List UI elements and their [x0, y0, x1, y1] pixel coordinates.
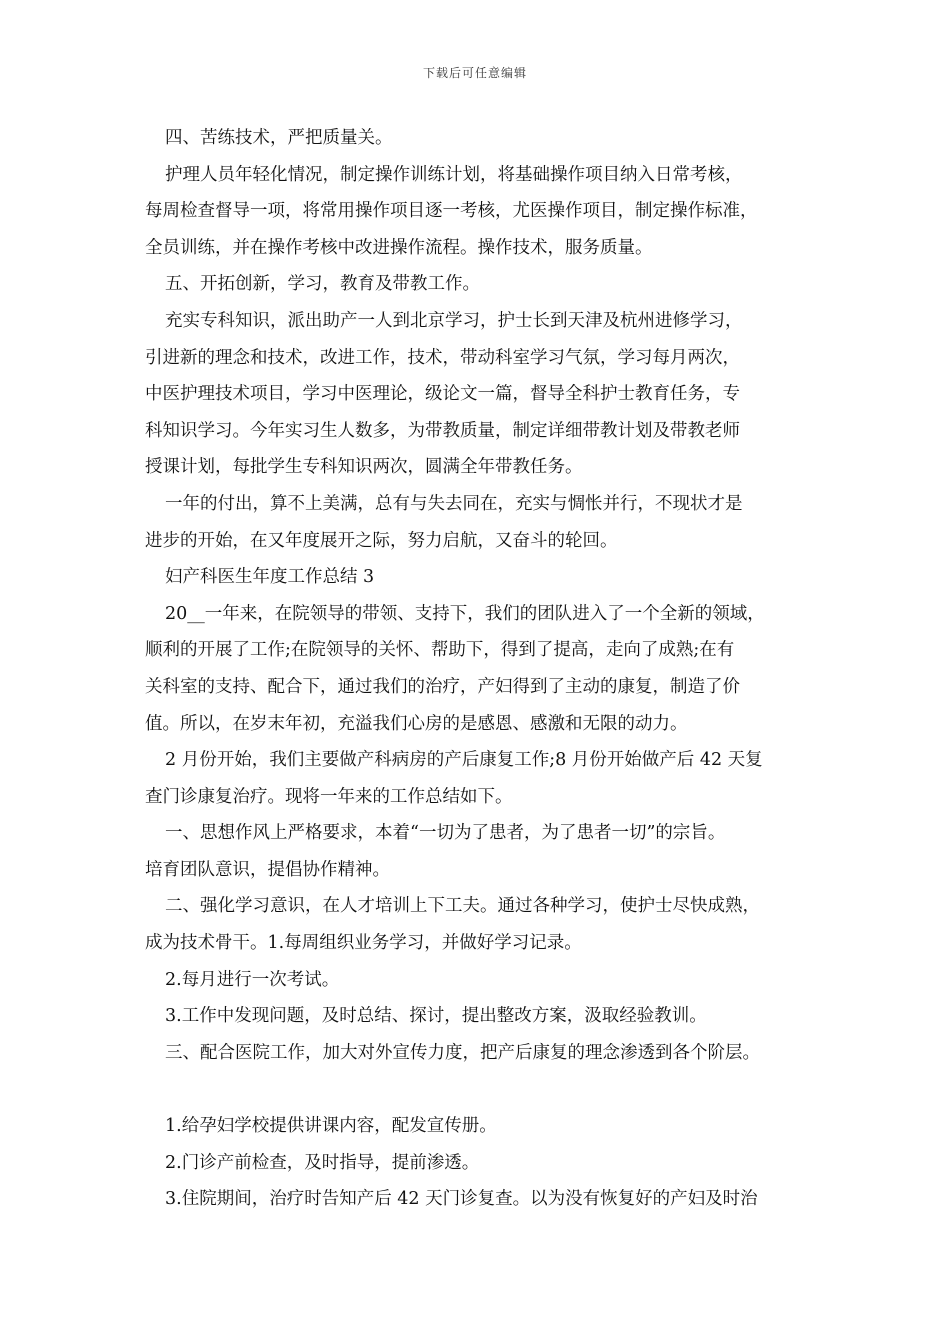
- text-line: 护理人员年轻化情况，制定操作训练计划，将基础操作项目纳入日常考核，: [165, 164, 743, 185]
- text-line: 顺利的开展了工作;在院领导的关怀、帮助下，得到了提高，走向了成熟;在有: [145, 640, 735, 661]
- text-line: 2.门诊产前检查，及时指导，提前渗透。: [165, 1152, 480, 1173]
- text-line: 每周检查督导一项，将常用操作项目逐一考核，尤医操作项目，制定操作标准，: [145, 201, 758, 222]
- text-line: 1.给孕妇学校提供讲课内容，配发宣传册。: [165, 1116, 497, 1137]
- text-line: 充实专科知识，派出助产一人到北京学习，护士长到天津及杭州进修学习，: [165, 310, 743, 331]
- blank-line: [145, 1071, 825, 1108]
- text-line: 成为技术骨干。1.每周组织业务学习，并做好学习记录。: [145, 933, 582, 954]
- text-line: 20__一年来，在院领导的带领、支持下，我们的团队进入了一个全新的领域，: [165, 603, 765, 624]
- text-line: 科知识学习。今年实习生人数多，为带教质量，制定详细带教计划及带教老师: [145, 420, 740, 441]
- text-line: 五、开拓创新，学习，教育及带教工作。: [165, 274, 480, 295]
- text-line: 中医护理技术项目，学习中医理论，级论文一篇，督导全科护士教育任务，专: [145, 384, 740, 405]
- text-line: 引进新的理念和技术，改进工作，技术，带动科室学习气氛，学习每月两次，: [145, 347, 740, 368]
- page-header: 下载后可任意编辑: [422, 66, 527, 80]
- text-line: 一年的付出，算不上美满，总有与失去同在，充实与惆怅并行，不现状才是: [165, 493, 743, 514]
- text-line: 四、苦练技术，严把质量关。: [165, 128, 393, 148]
- text-line: 值。所以，在岁末年初，充溢我们心房的是感恩、感激和无限的动力。: [145, 713, 688, 734]
- text-line: 三、配合医院工作，加大对外宣传力度，把产后康复的理念渗透到各个阶层。: [165, 1042, 760, 1063]
- text-line: 授课计划，每批学生专科知识两次，圆满全年带教任务。: [145, 457, 583, 478]
- text-line: 二、强化学习意识，在人才培训上下工夫。通过各种学习，使护士尽快成熟，: [165, 896, 760, 917]
- text-line: 进步的开始，在又年度展开之际，努力启航，又奋斗的轮回。: [145, 530, 618, 551]
- text-line: 查门诊康复治疗。现将一年来的工作总结如下。: [145, 786, 513, 807]
- text-line: 全员训练，并在操作考核中改进操作流程。操作技术，服务质量。: [145, 237, 653, 258]
- text-line: 关科室的支持、配合下，通过我们的治疗，产妇得到了主动的康复，制造了价: [145, 676, 740, 697]
- text-line: 3.住院期间，治疗时告知产后 42 天门诊复查。以为没有恢复好的产妇及时治: [165, 1189, 758, 1210]
- text-line: 一、思想作风上严格要求，本着“一切为了患者，为了患者一切”的宗旨。: [165, 823, 726, 844]
- text-line: 2 月份开始，我们主要做产科病房的产后康复工作;8 月份开始做产后 42 天复: [165, 750, 763, 771]
- text-line: 培育团队意识，提倡协作精神。: [145, 859, 390, 880]
- document-body: [145, 120, 825, 1218]
- text-line: 2.每月进行一次考试。: [165, 969, 340, 990]
- text-line: 3.工作中发现问题，及时总结、探讨，提出整改方案，汲取经验教训。: [165, 1006, 707, 1027]
- text-line: 妇产科医生年度工作总结 3: [165, 567, 375, 588]
